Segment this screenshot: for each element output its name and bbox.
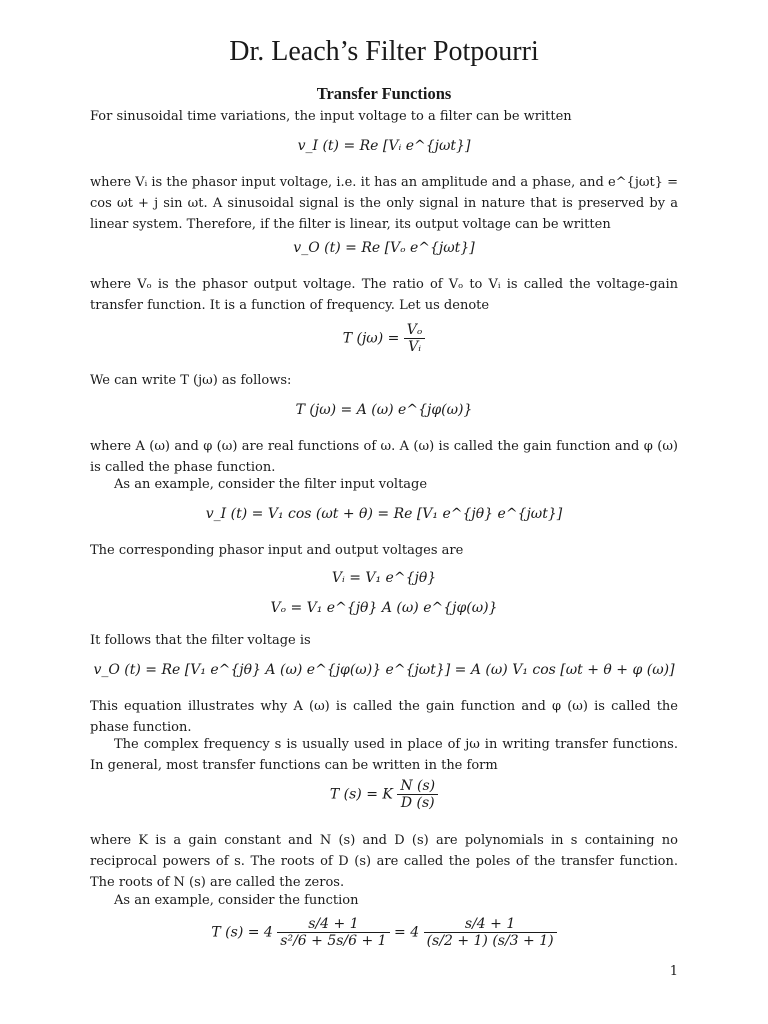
eq10-numerator-2: s/4 + 1 [424,916,557,933]
section-heading: Transfer Functions [316,84,452,103]
eq10-denominator-2: (s/2 + 1) (s/3 + 1) [426,933,554,949]
equation-input-voltage: v_I (t) = Re [Vᵢ e^{jωt}] [297,138,471,154]
paragraph-5: where A (ω) and φ (ω) are real functions of ω. A (ω) is called the gain function and φ (ω) is called the phase function. [90,439,678,475]
eq10-lhs: T (s) = 4 [211,924,273,941]
equation-filter-voltage: v_O (t) = Re [V₁ e^{jθ} A (ω) e^{jφ(ω)} e^{jωt}] = A (ω) V₁ cos [ωt + θ + φ (ω)] [93,662,675,678]
eq9-numerator: N (s) [397,778,438,795]
paragraph-2: where Vᵢ is the phasor input voltage, i.e. it has an amplitude and a phase, and e^{jωt} = cos ωt + j sin ωt. A sinusoidal signal is the only signal in nature that is preserved by a linear system. Therefore, if the filter is linear, its output voltage can be written [90,175,678,232]
document-title: Dr. Leach’s Filter Potpourri [229,36,539,67]
eq10-fraction-2 [424,916,557,949]
eq3-lhs: T (jω) = [342,330,400,347]
paragraph-10: The complex frequency s is usually used in place of jω in writing transfer functions. In general, most transfer functions can be written in the form [90,737,678,773]
eq9-fraction [397,778,438,811]
equation-gain-phase: T (jω) = A (ω) e^{jφ(ω)} [295,402,473,418]
paragraph-4: We can write T (jω) as follows: [90,373,292,388]
eq9-denominator: D (s) [400,795,435,811]
eq3-denominator: Vᵢ [408,339,422,355]
paragraph-1: For sinusoidal time variations, the input voltage to a filter can be written [90,109,572,124]
eq10-mid: = 4 [394,924,420,941]
eq3-fraction [404,322,426,355]
paragraph-12: As an example, consider the function [114,893,359,908]
eq3-numerator: Vₒ [404,322,426,339]
equation-general-form [90,778,678,811]
equation-example-input: v_I (t) = V₁ cos (ωt + θ) = Re [V₁ e^{jθ} e^{jωt}] [205,506,563,522]
equation-transfer-ratio [90,322,678,355]
eq9-lhs: T (s) = K [329,786,393,803]
page-number: 1 [669,964,678,979]
equation-example-function [90,916,678,949]
paragraph-3: where Vₒ is the phasor output voltage. The ratio of Vₒ to Vᵢ is called the voltage-gain transfer function. It is a function of frequency. Let us denote [90,277,678,313]
eq10-denominator-1: s²/6 + 5s/6 + 1 [280,933,387,949]
paragraph-8: It follows that the filter voltage is [90,633,311,648]
paragraph-7: The corresponding phasor input and output voltages are [90,543,464,558]
equation-output-voltage: v_O (t) = Re [Vₒ e^{jωt}] [293,240,475,256]
eq10-numerator-1: s/4 + 1 [277,916,389,933]
equation-phasor-output: Vₒ = V₁ e^{jθ} A (ω) e^{jφ(ω)} [270,600,498,616]
paragraph-6: As an example, consider the filter input voltage [114,477,428,492]
equation-phasor-input: Vᵢ = V₁ e^{jθ} [331,570,437,586]
eq10-fraction-1 [277,916,389,949]
paragraph-11: where K is a gain constant and N (s) and D (s) are polynomials in s containing no reciprocal powers of s. The roots of D (s) are called the poles of the transfer function. The roots of N (s) are called the zeros. [90,833,678,890]
paragraph-9: This equation illustrates why A (ω) is called the gain function and φ (ω) is called the phase function. [90,699,678,735]
